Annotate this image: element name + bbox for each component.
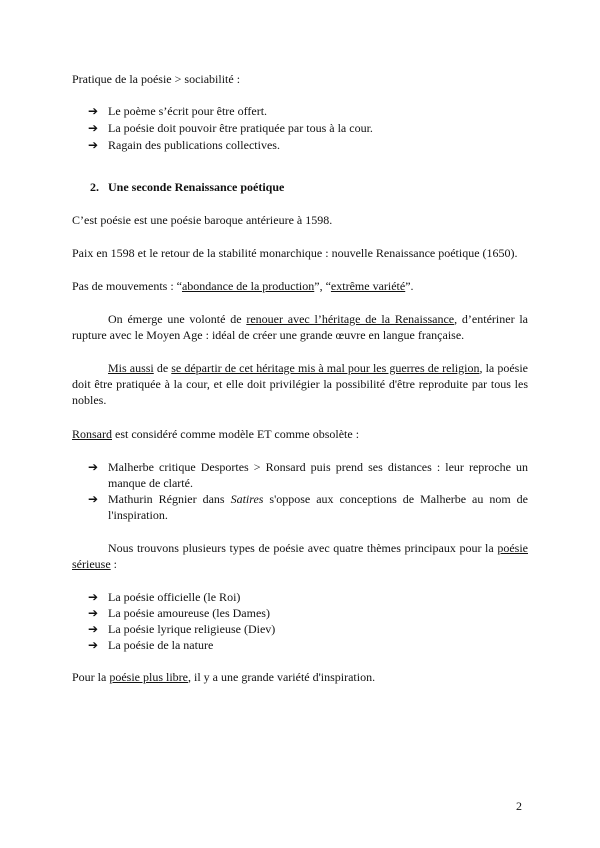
underlined-text: poésie sérieuse [72,541,528,571]
paragraph [72,426,528,442]
italic-title: Satires [230,492,264,506]
heading-title: Une seconde Renaissance poétique [108,180,285,194]
arrow-icon: ➔ [88,638,99,652]
list-item-text: Malherbe critique Desportes > Ronsard puis prend ses distances : leur reproche un manque de clarté. [108,460,528,490]
section-heading [90,179,284,195]
arrow-icon: ➔ [88,590,99,604]
text: de [153,361,172,375]
underlined-text: se départir de cet héritage mis à mal pour les guerres de religion [171,361,480,375]
arrow-icon: ➔ [88,460,99,474]
paragraph [72,311,528,343]
underlined-text: extrême variété [330,279,406,293]
text: Pas de mouvements : “ [72,279,182,293]
heading-number: 2. [90,180,99,194]
list-item-text: La poésie doit pouvoir être pratiquée par tous à la cour. [108,121,373,135]
text: est considéré comme modèle ET comme obsolète : [112,427,360,441]
intro-line: Pratique de la poésie > sociabilité : [72,72,241,86]
paragraph [72,360,528,408]
text: ”, “ [314,279,331,293]
list-item-text: La poésie amoureuse (les Dames) [108,606,270,620]
text: s'oppose aux conceptions de Malherbe au nom de l'inspiration. [108,492,528,522]
text: Mathurin Régnier dans [108,492,231,506]
text: : [110,557,117,571]
arrow-icon: ➔ [88,492,99,506]
paragraph [72,278,528,294]
underlined-text: renouer avec l’héritage de la Renaissance [246,312,455,326]
arrow-icon: ➔ [88,606,99,620]
arrow-icon: ➔ [88,138,99,152]
list-item [88,637,528,653]
list-item [88,589,528,605]
text: , il y a une grande variété d'inspiration. [188,670,376,684]
text: , la poésie doit être pratiquée à la cour, et elle doit privilégier la possibilité d'être reproduite par tous les nobles. [72,361,528,407]
text: Pour la [72,670,110,684]
paragraph: Paix en 1598 et le retour de la stabilité monarchique : nouvelle Renaissance poétique (1650). [72,246,518,260]
list-item-text: La poésie officielle (le Roi) [108,590,241,604]
arrow-icon: ➔ [88,622,99,636]
page-number: 2 [516,799,522,813]
underlined-text: poésie plus libre [109,670,188,684]
underlined-text: Mis aussi [108,361,154,375]
underlined-text: Ronsard [72,427,112,441]
list-item-text: La poésie lyrique religieuse (Diev) [108,622,276,636]
list-item-text: La poésie de la nature [108,638,214,652]
text: , d’entériner la rupture avec le Moyen Age : idéal de créer une grande œuvre en langue française. [72,312,529,342]
paragraph: C’est poésie est une poésie baroque antérieure à 1598. [72,213,333,227]
arrow-icon: ➔ [88,121,99,135]
text: ”. [405,279,414,293]
list-item-text: Le poème s’écrit pour être offert. [108,104,268,118]
text: On émerge une volonté de [108,312,247,326]
text: Nous trouvons plusieurs types de poésie avec quatre thèmes principaux pour la [108,541,498,555]
arrow-icon: ➔ [88,104,99,118]
list-item [88,120,528,136]
list-item [88,103,528,119]
paragraph [72,540,528,572]
list-item [88,459,528,491]
list-item-text: Ragain des publications collectives. [108,138,280,152]
paragraph [72,669,528,685]
list-item [88,491,528,523]
list-item [88,137,528,153]
list-item [88,621,528,637]
underlined-text: abondance de la production [181,279,315,293]
list-item [88,605,528,621]
